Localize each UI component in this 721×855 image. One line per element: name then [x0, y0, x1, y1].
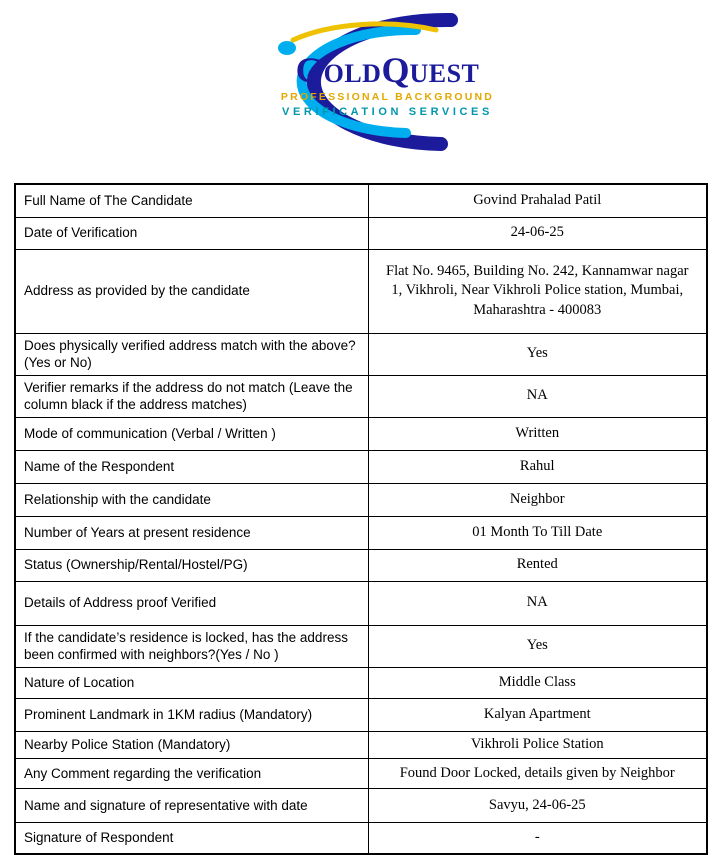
- brand-name: [263, 52, 513, 88]
- row-value: Middle Class: [368, 667, 707, 698]
- row-value: NA: [368, 375, 707, 417]
- table-row: [15, 549, 707, 581]
- row-label: Signature of Respondent: [15, 822, 368, 854]
- table-row: [15, 625, 707, 667]
- row-label: Prominent Landmark in 1KM radius (Mandatory): [15, 698, 368, 731]
- row-label: Mode of communication (Verbal / Written ): [15, 417, 368, 450]
- row-value: Vikhroli Police Station: [368, 731, 707, 758]
- table-row: [15, 450, 707, 483]
- row-value: Rented: [368, 549, 707, 581]
- row-value: NA: [368, 581, 707, 625]
- row-label: Does physically verified address match with the above? (Yes or No): [15, 333, 368, 375]
- table-row: [15, 249, 707, 333]
- table-row: [15, 698, 707, 731]
- logo-header: [0, 0, 721, 175]
- row-label: Name and signature of representative with date: [15, 788, 368, 822]
- brand-letter-q: Q: [381, 50, 410, 90]
- table-row: [15, 417, 707, 450]
- row-label: Nearby Police Station (Mandatory): [15, 731, 368, 758]
- row-value: 01 Month To Till Date: [368, 516, 707, 549]
- row-label: Verifier remarks if the address do not match (Leave the column black if the address matches): [15, 375, 368, 417]
- row-value: Flat No. 9465, Building No. 242, Kannamwar nagar 1, Vikhroli, Near Vikhroli Police station, Mumbai, Maharashtra - 400083: [368, 249, 707, 333]
- logo-tagline-verification-services: VERIFICATION SERVICES: [282, 106, 493, 118]
- logo-text: [263, 52, 513, 118]
- row-label: Status (Ownership/Rental/Hostel/PG): [15, 549, 368, 581]
- row-value: Neighbor: [368, 483, 707, 516]
- row-label: Address as provided by the candidate: [15, 249, 368, 333]
- verification-report-table: [14, 183, 708, 855]
- table-row: [15, 483, 707, 516]
- row-label: Number of Years at present residence: [15, 516, 368, 549]
- row-label: Relationship with the candidate: [15, 483, 368, 516]
- table-row: [15, 333, 707, 375]
- row-label: Any Comment regarding the verification: [15, 758, 368, 788]
- brand-letter-g: G: [295, 50, 324, 90]
- brand-letters-uest: UEST: [409, 59, 480, 88]
- row-label: If the candidate’s residence is locked, has the address been confirmed with neighbors?(Yes / No ): [15, 625, 368, 667]
- row-value: Savyu, 24-06-25: [368, 788, 707, 822]
- table-row: [15, 667, 707, 698]
- table-row: [15, 184, 707, 217]
- table-row: [15, 758, 707, 788]
- row-label: Name of the Respondent: [15, 450, 368, 483]
- row-label: Full Name of The Candidate: [15, 184, 368, 217]
- row-label: Nature of Location: [15, 667, 368, 698]
- table-row: [15, 788, 707, 822]
- table-row: [15, 822, 707, 854]
- table-row: [15, 516, 707, 549]
- logo-tagline-professional-background: PROFESSIONAL BACKGROUND: [280, 91, 495, 103]
- row-value: -: [368, 822, 707, 854]
- brand-letters-old: OLD: [323, 59, 382, 88]
- table-row: [15, 375, 707, 417]
- table-row: [15, 731, 707, 758]
- row-value: Written: [368, 417, 707, 450]
- row-label: Date of Verification: [15, 217, 368, 249]
- row-value: Kalyan Apartment: [368, 698, 707, 731]
- goldquest-logo: [201, 8, 521, 158]
- row-value: Rahul: [368, 450, 707, 483]
- row-value: Govind Prahalad Patil: [368, 184, 707, 217]
- table-row: [15, 581, 707, 625]
- row-value: 24-06-25: [368, 217, 707, 249]
- row-value: Yes: [368, 625, 707, 667]
- table-row: [15, 217, 707, 249]
- row-label: Details of Address proof Verified: [15, 581, 368, 625]
- row-value: Yes: [368, 333, 707, 375]
- row-value: Found Door Locked, details given by Neighbor: [368, 758, 707, 788]
